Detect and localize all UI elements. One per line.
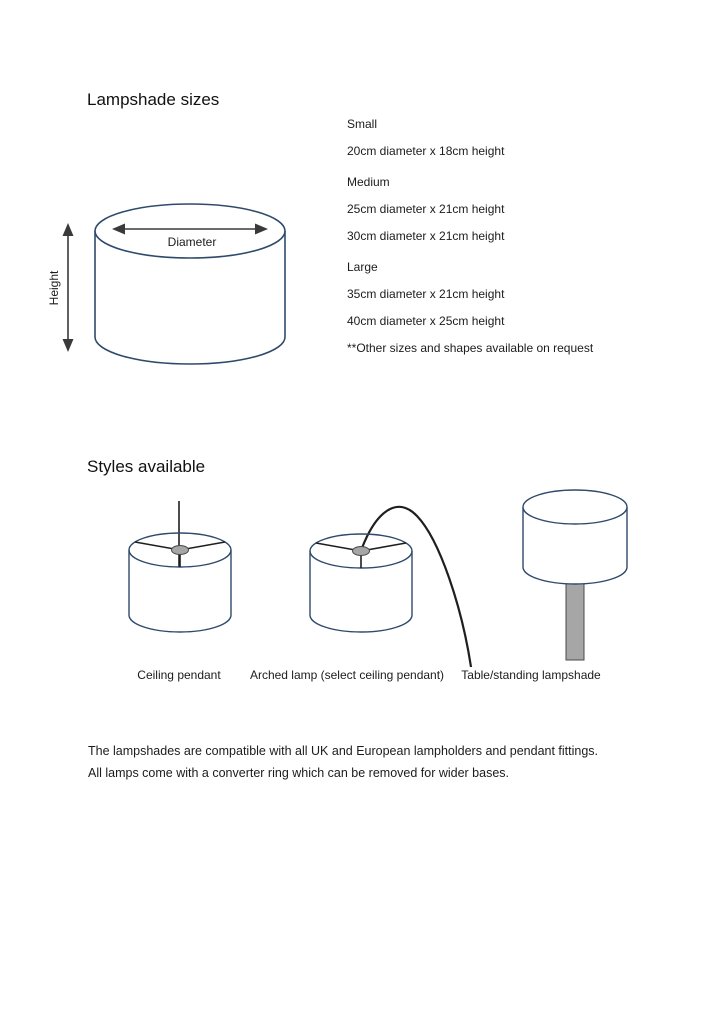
lampshade-dimensions-diagram [63,204,286,364]
cylinder-bottom-arc [95,337,285,364]
size-group-name: Small [347,117,378,131]
height-label: Height [47,270,61,306]
arched-bottom-arc [310,615,412,632]
converter-ring [353,547,370,556]
size-group-name: Medium [347,175,390,189]
arched-lamp-illustration [310,507,471,667]
table-bottom-arc [523,567,627,584]
size-line: 40cm diameter x 25cm height [347,314,505,328]
converter-ring [172,546,189,555]
sizes-section-title: Lampshade sizes [87,90,220,109]
pendant-bottom-arc [129,615,231,632]
size-group-name: Large [347,260,378,274]
ceiling-pendant-illustration [129,501,231,632]
footer-converter-line: All lamps come with a converter ring which can be removed for wider bases. [88,766,510,780]
size-line: 30cm diameter x 21cm height [347,229,505,243]
table-lampshade-illustration [523,490,627,660]
style-label-ceiling-pendant: Ceiling pendant [137,668,221,682]
footer-compatibility-line: The lampshades are compatible with all UK and European lampholders and pendant fittings. [88,744,599,758]
table-top-ellipse [523,490,627,524]
size-line: 25cm diameter x 21cm height [347,202,505,216]
styles-section-title: Styles available [87,457,206,476]
diameter-label: Diameter [167,235,217,249]
style-label-arched-lamp: Arched lamp (select ceiling pendant) [249,668,445,682]
size-note: **Other sizes and shapes available on request [347,341,594,355]
height-arrow-icon [63,223,74,352]
size-line: 35cm diameter x 21cm height [347,287,505,301]
arched-cable [362,507,471,667]
size-line: 20cm diameter x 18cm height [347,144,505,158]
lamp-stem [566,582,584,660]
style-label-table-standing: Table/standing lampshade [461,668,601,682]
size-list [347,117,647,368]
